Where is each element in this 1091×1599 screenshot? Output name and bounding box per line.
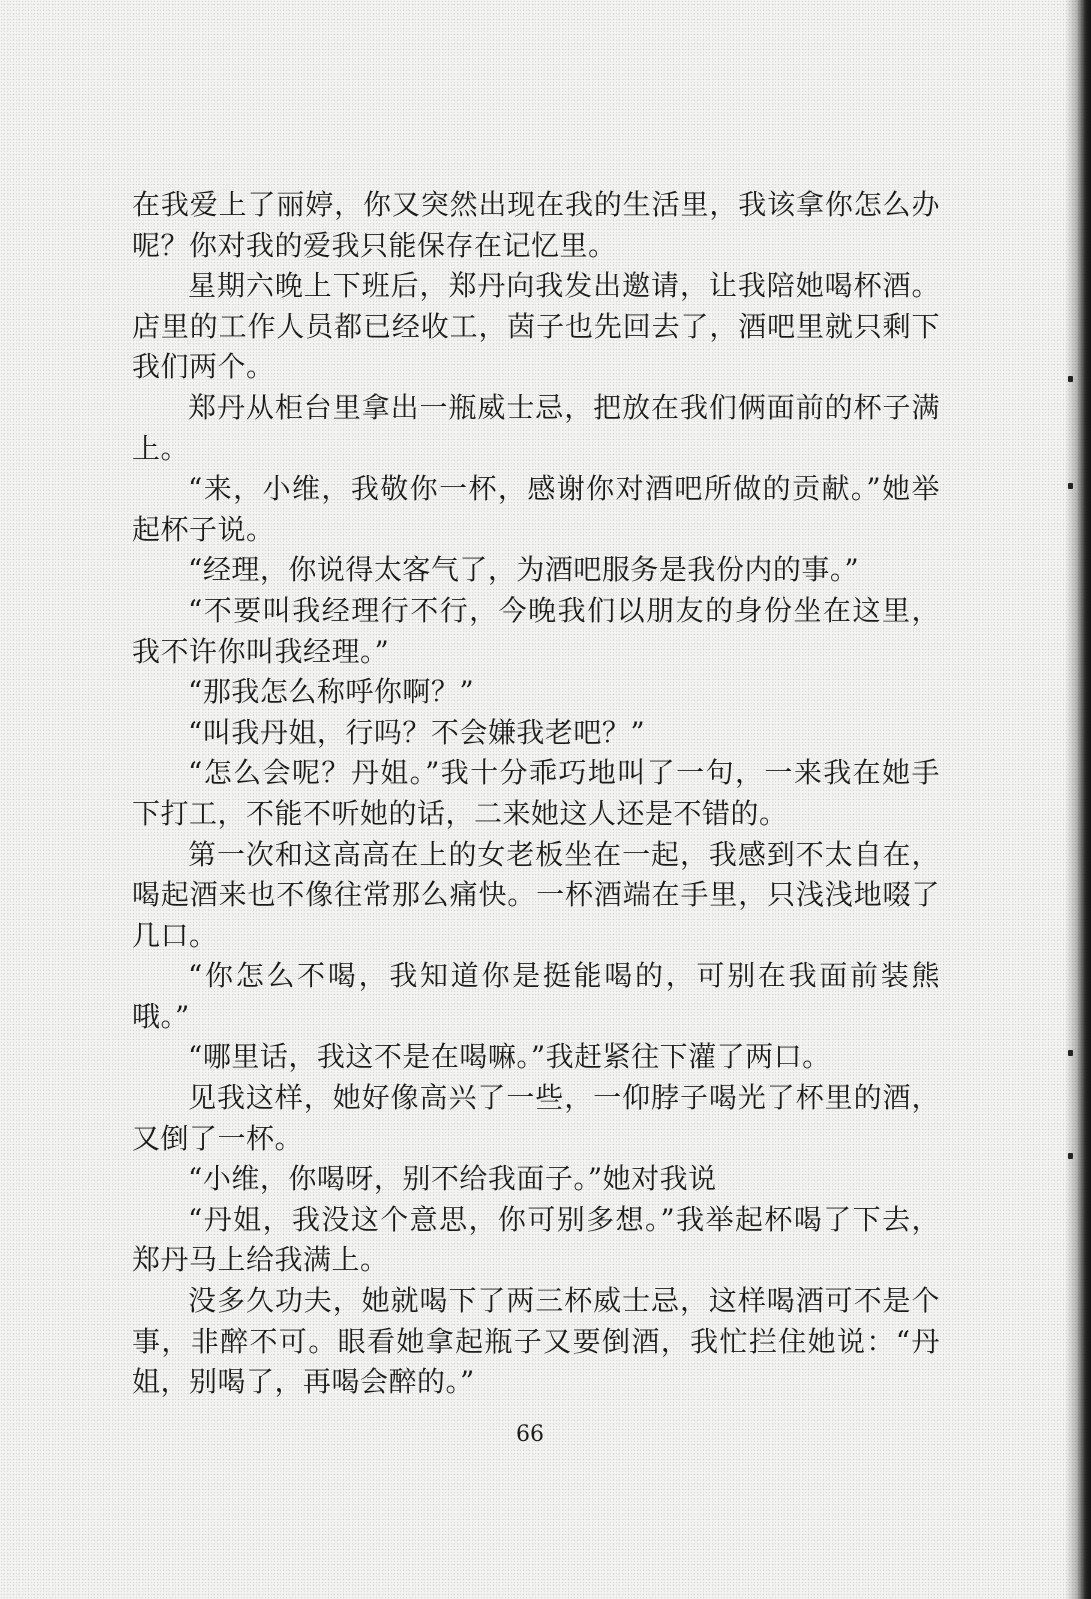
paragraph: “经理，你说得太客气了，为酒吧服务是我份内的事。” [188, 553, 860, 587]
paragraph: 见我这样，她好像高兴了一些，一仰脖子喝光了杯里的酒，又倒了一杯。 [132, 1081, 940, 1155]
scan-edge-shadow [1065, 0, 1091, 1599]
paragraph: “小维，你喝呀，别不给我面子。”她对我说 [188, 1162, 717, 1196]
paragraph: “不要叫我经理行不行，今晚我们以朋友的身份坐在这里，我不许你叫我经理。” [132, 593, 940, 668]
paragraph: “怎么会呢？丹姐。”我十分乖巧地叫了一句，一来我在她手下打工，不能不听她的话，二来她这人还是不错的。 [132, 756, 940, 830]
paragraph: 星期六晚上下班后，郑丹向我发出邀请，让我陪她喝杯酒。店里的工作人员都已经收工，茵子也先回去了，酒吧里就只剩下我们两个。 [132, 269, 940, 384]
paragraph: 第一次和这高高在上的女老板坐在一起，我感到不太自在，喝起酒来也不像往常那么痛快。一杯酒端在手里，只浅浅地啜了几口。 [132, 837, 940, 952]
edge-mark [1068, 376, 1073, 382]
paragraph: “来，小维，我敬你一杯，感谢你对酒吧所做的贡献。”她举起杯子说。 [132, 472, 940, 546]
paragraph: 郑丹从柜台里拿出一瓶威士忌，把放在我们俩面前的杯子满上。 [132, 390, 940, 465]
paragraph: 没多久功夫，她就喝下了两三杯威士忌，这样喝酒可不是个事，非醉不可。眼看她拿起瓶子又要倒酒，我忙拦住她说：“丹姐，别喝了，再喝会醉的。” [132, 1284, 940, 1399]
paragraph: “丹姐，我没这个意思，你可别多想。”我举起杯喝了下去，郑丹马上给我满上。 [132, 1202, 940, 1277]
page-number: 66 [516, 1422, 544, 1447]
body-text [132, 185, 940, 1403]
paragraph: “哪里话，我这不是在喝嘛。”我赶紧往下灌了两口。 [188, 1040, 831, 1074]
paragraph: 在我爱上了丽婷，你又突然出现在我的生活里，我该拿你怎么办呢？你对我的爱我只能保存在记忆里。 [132, 188, 940, 262]
edge-mark [1068, 483, 1073, 489]
edge-mark [1068, 1153, 1073, 1159]
edge-mark [1068, 1050, 1073, 1056]
paragraph: “叫我丹姐，行吗？不会嫌我老吧？” [188, 715, 646, 749]
paragraph: “那我怎么称呼你啊？” [188, 675, 475, 709]
paragraph: “你怎么不喝，我知道你是挺能喝的，可别在我面前装熊哦。” [132, 959, 940, 1033]
